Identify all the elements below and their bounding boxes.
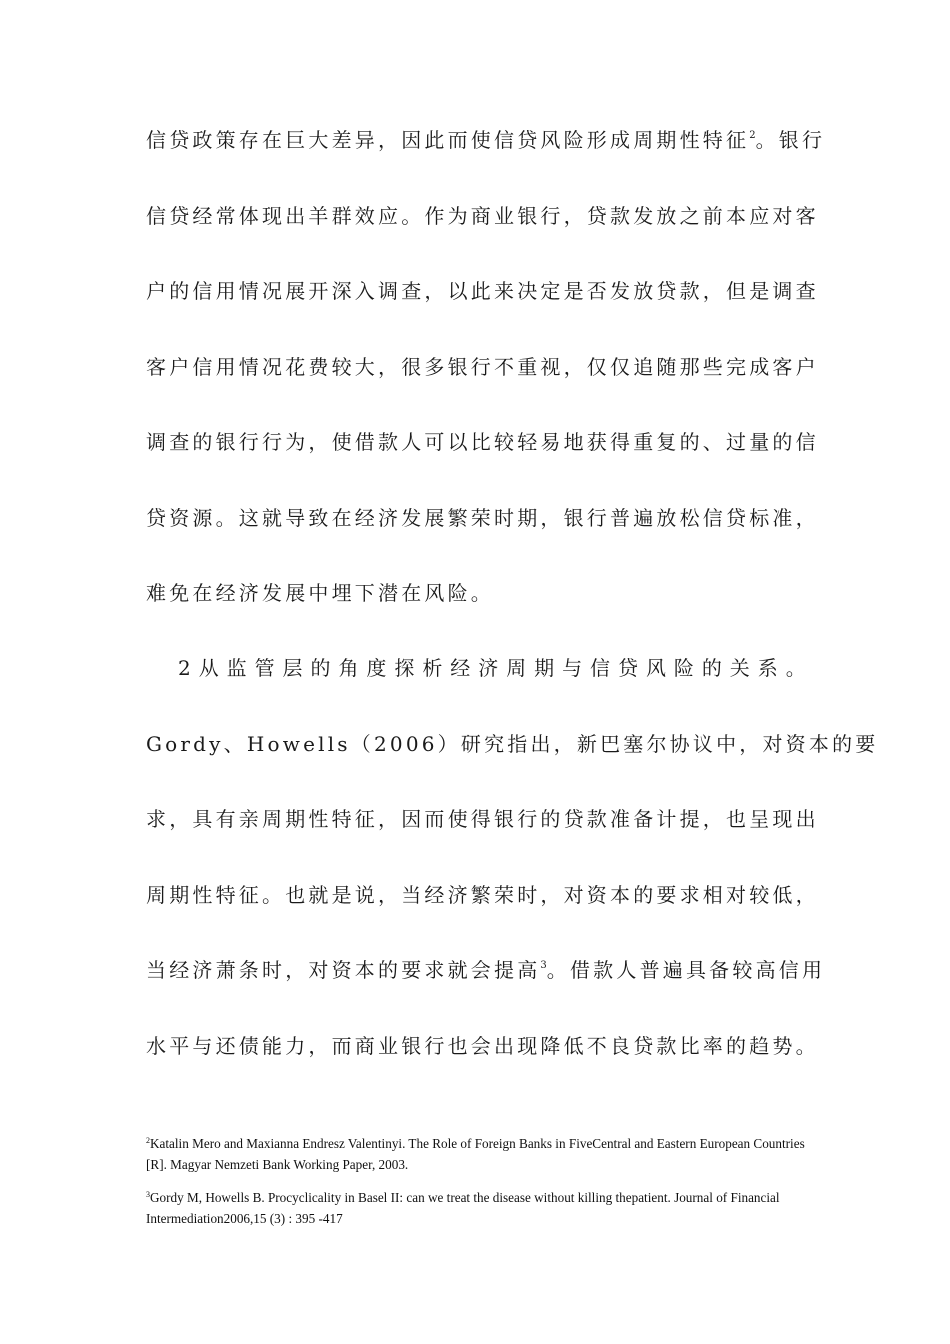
text-line: 调查的银行行为，使借款人可以比较轻易地获得重复的、过量的信 xyxy=(146,430,819,454)
heading-char: 风 xyxy=(645,656,666,680)
text-line: 水平与还债能力，而商业银行也会出现降低不良贷款比率的趋势。 xyxy=(146,1033,819,1058)
text-line: 当经济萧条时，对资本的要求就会提高$^3$。借款人普遍具备较高信用 xyxy=(146,958,826,982)
heading-char: 关 xyxy=(729,656,750,680)
footnote-ref-2[interactable]: 2 xyxy=(749,130,756,141)
heading-char: 的 xyxy=(310,656,331,680)
heading-char: 的 xyxy=(701,656,722,680)
footnote-3: $^3$Gordy M, Howells B. Procyclicality in Basel II: can we treat the disease without killing thepatient. Journal of Financial Intermediation2006,15 (3) : 395 -417 xyxy=(146,1190,780,1226)
footnote-ref-3[interactable]: 3 xyxy=(540,960,547,971)
heading-char: 系 xyxy=(757,656,778,680)
heading-char: 析 xyxy=(422,656,443,680)
heading-char: 险 xyxy=(673,656,694,680)
footnotes xyxy=(146,1133,826,1241)
text-line: 户的信用情况展开深入调查，以此来决定是否发放贷款，但是调查 xyxy=(146,279,819,303)
text-line: 求，具有亲周期性特征，因而使得银行的贷款准备计提，也呈现出 xyxy=(146,807,819,831)
text-line: 周期性特征。也就是说，当经济繁荣时，对资本的要求相对较低， xyxy=(146,882,819,907)
heading-char: 探 xyxy=(394,656,415,680)
heading-char: 贷 xyxy=(617,656,638,680)
heading-char: 经 xyxy=(450,656,471,680)
heading-char: 与 xyxy=(562,656,583,680)
text-line: 信贷经常体现出羊群效应。作为商业银行，贷款发放之前本应对客 xyxy=(146,203,819,228)
text-line: 客户信用情况花费较大，很多银行不重视，仅仅追随那些完成客户 xyxy=(146,354,819,379)
heading-char: 从 xyxy=(198,656,219,680)
heading-char: 角 xyxy=(338,656,359,680)
paragraph-2 xyxy=(146,631,879,1084)
heading-char: 度 xyxy=(366,656,387,680)
heading-char: 。 xyxy=(785,656,806,680)
heading-char: 监 xyxy=(226,656,247,680)
footnote-2: $^2$Katalin Mero and Maxianna Endresz Valentinyi. The Role of Foreign Banks in FiveCentral and Eastern European Countries [R]. Magyar Nemzeti Bank Working Paper, 2003. xyxy=(146,1136,805,1172)
heading-char: 层 xyxy=(282,656,303,680)
text-line: 信贷政策存在巨大差异，因此而使信贷风险形成周期性特征$^2$。银行 xyxy=(146,128,826,152)
text-line: 难免在经济发展中埋下潜在风险。 xyxy=(146,581,494,605)
heading-char: 周 xyxy=(506,656,527,680)
heading-char: 2 xyxy=(178,656,191,680)
text-line: 贷资源。这就导致在经济发展繁荣时期，银行普遍放松信贷标准， xyxy=(146,505,819,530)
heading-char: 信 xyxy=(590,656,611,680)
paragraph-1 xyxy=(146,103,826,632)
heading-char: 管 xyxy=(254,656,275,680)
text-line: Gordy、Howells（2006）研究指出，新巴塞尔协议中，对资本的要 xyxy=(146,731,879,756)
section-heading-line xyxy=(146,631,806,707)
heading-char: 期 xyxy=(534,656,555,680)
heading-char: 济 xyxy=(478,656,499,680)
